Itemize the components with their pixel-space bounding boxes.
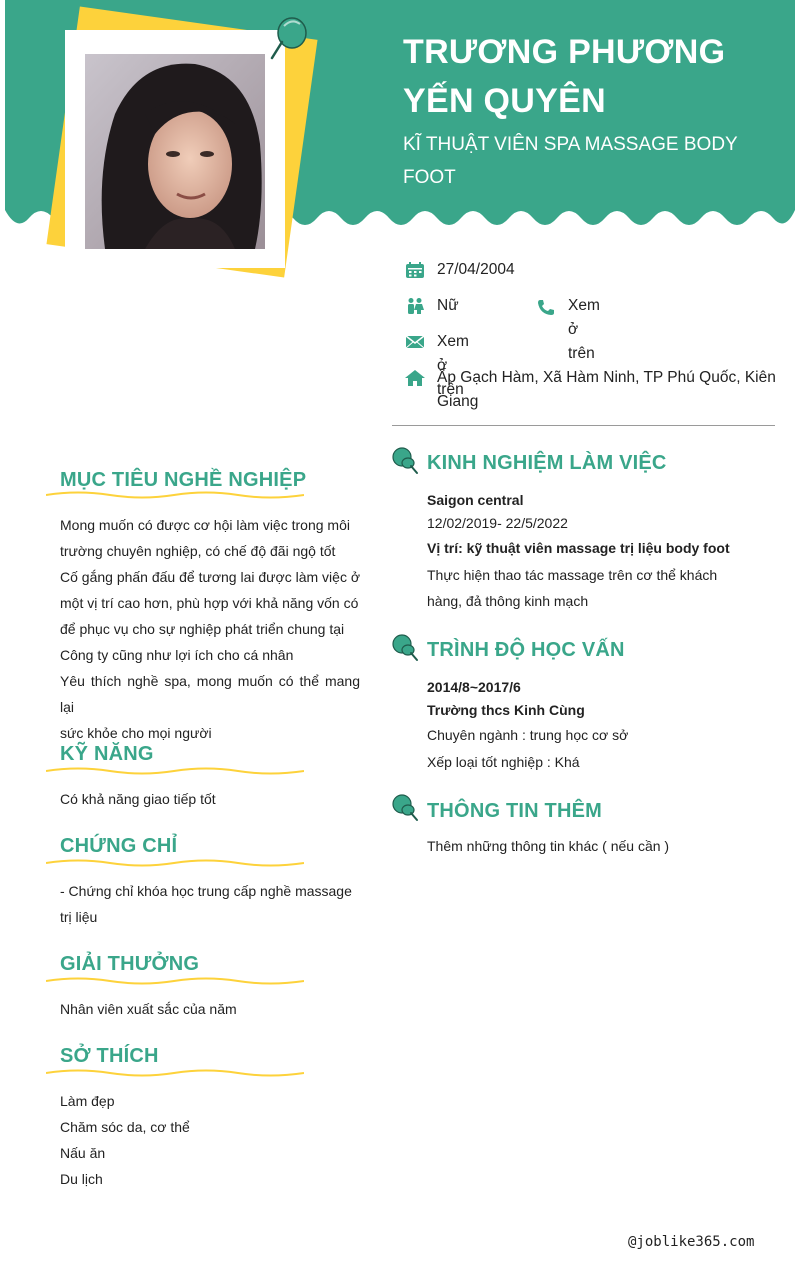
objective-line: Cố gắng phấn đấu để tương lai được làm việc ở — [60, 569, 361, 585]
experience-entry — [427, 489, 735, 614]
email-value: Xem ở trên — [437, 333, 469, 398]
objective-line: để phục vụ cho sự nghiệp phát triển chung tại — [60, 621, 345, 637]
objective-line: Công ty cũng như lợi ích cho cá nhân — [60, 647, 294, 663]
education-entry — [427, 676, 735, 775]
objective-underline — [46, 489, 304, 501]
objective-line: một vị trí cao hơn, phù hợp với khả năng vốn có — [60, 595, 359, 611]
contact-divider — [392, 425, 775, 426]
hobbies-text — [60, 1088, 360, 1192]
awards-line: Nhân viên xuất sắc của năm — [60, 1001, 237, 1017]
address-value — [437, 366, 782, 414]
certificates-text — [60, 878, 360, 930]
hobbies-title: SỞ THÍCH — [60, 1045, 159, 1067]
address-line-1: Ấp Gạch Hàm, Xã Hàm Ninh, TP Phú Quốc, Kiên — [437, 369, 776, 386]
awards-text — [60, 996, 360, 1022]
experience-company: Saigon central — [427, 492, 524, 508]
experience-period: 12/02/2019- 22/5/2022 — [427, 515, 568, 531]
education-period: 2014/8~2017/6 — [427, 679, 521, 695]
experience-position: Vị trí: kỹ thuật viên massage trị liệu body foot — [427, 540, 730, 556]
watermark: @joblike365.com — [628, 1234, 755, 1250]
objective-title: MỤC TIÊU NGHỀ NGHIỆP — [60, 469, 307, 491]
mail-icon — [405, 334, 425, 350]
certificates-line: trị liệu — [60, 909, 98, 925]
pushpin-icon — [391, 446, 419, 476]
job-title-line-1: KĨ THUẬT VIÊN SPA MASSAGE BODY — [403, 134, 738, 155]
objective-line: sức khỏe cho mọi người — [60, 725, 212, 741]
experience-title: KINH NGHIỆM LÀM VIỆC — [427, 452, 667, 474]
phone-icon — [536, 299, 556, 315]
experience-desc-line: hàng, đả thông kinh mạch — [427, 593, 589, 609]
pushpin-icon — [266, 14, 310, 64]
job-title-line-2: FOOT — [403, 167, 456, 188]
home-icon — [405, 370, 425, 386]
name-line-2: YẾN QUYÊN — [403, 82, 606, 120]
experience-desc-line: Thực hiện thao tác massage trên cơ thể khách — [427, 567, 718, 583]
skills-line: Có khả năng giao tiếp tốt — [60, 791, 216, 807]
hobbies-item: Du lịch — [60, 1171, 103, 1187]
objective-line: Yêu thích nghề spa, mong muốn có thể mang lại — [60, 673, 360, 715]
education-school: Trường thcs Kinh Cùng — [427, 702, 585, 718]
skills-title: KỸ NĂNG — [60, 743, 154, 765]
education-grade: Xếp loại tốt nghiệp : Khá — [427, 754, 580, 770]
hobbies-item: Làm đẹp — [60, 1093, 115, 1109]
objective-line: Mong muốn có được cơ hội làm việc trong môi — [60, 517, 350, 533]
extra-info-title: THÔNG TIN THÊM — [427, 800, 603, 822]
extra-info-text: Thêm những thông tin khác ( nếu cần ) — [427, 838, 670, 854]
certificates-line: - Chứng chỉ khóa học trung cấp nghề massage — [60, 883, 352, 899]
certificates-underline — [46, 857, 304, 869]
gender-icon — [405, 298, 425, 314]
awards-underline — [46, 975, 304, 987]
birthday-value: 27/04/2004 — [437, 261, 515, 278]
pushpin-icon — [391, 793, 419, 823]
pushpin-icon — [391, 633, 419, 663]
skills-text — [60, 786, 360, 812]
profile-photo — [85, 54, 265, 249]
hobbies-item: Nấu ăn — [60, 1145, 106, 1161]
candidate-name — [403, 28, 763, 126]
hobbies-item: Chăm sóc da, cơ thể — [60, 1119, 190, 1135]
certificates-title: CHỨNG CHỈ — [60, 835, 178, 857]
skills-underline — [46, 765, 304, 777]
hobbies-underline — [46, 1067, 304, 1079]
calendar-icon — [405, 262, 425, 278]
gender-value: Nữ — [437, 297, 459, 314]
awards-title: GIẢI THƯỞNG — [60, 953, 200, 975]
job-title — [403, 128, 763, 194]
education-title: TRÌNH ĐỘ HỌC VẤN — [427, 639, 625, 661]
objective-text — [60, 512, 360, 746]
phone-value: Xem ở trên — [568, 297, 600, 362]
name-line-1: TRƯƠNG PHƯƠNG — [403, 33, 726, 71]
objective-line: trường chuyên nghiệp, có chế độ đãi ngộ tốt — [60, 543, 336, 559]
address-line-2: Giang — [437, 393, 479, 410]
education-major: Chuyên ngành : trung học cơ sở — [427, 727, 629, 743]
